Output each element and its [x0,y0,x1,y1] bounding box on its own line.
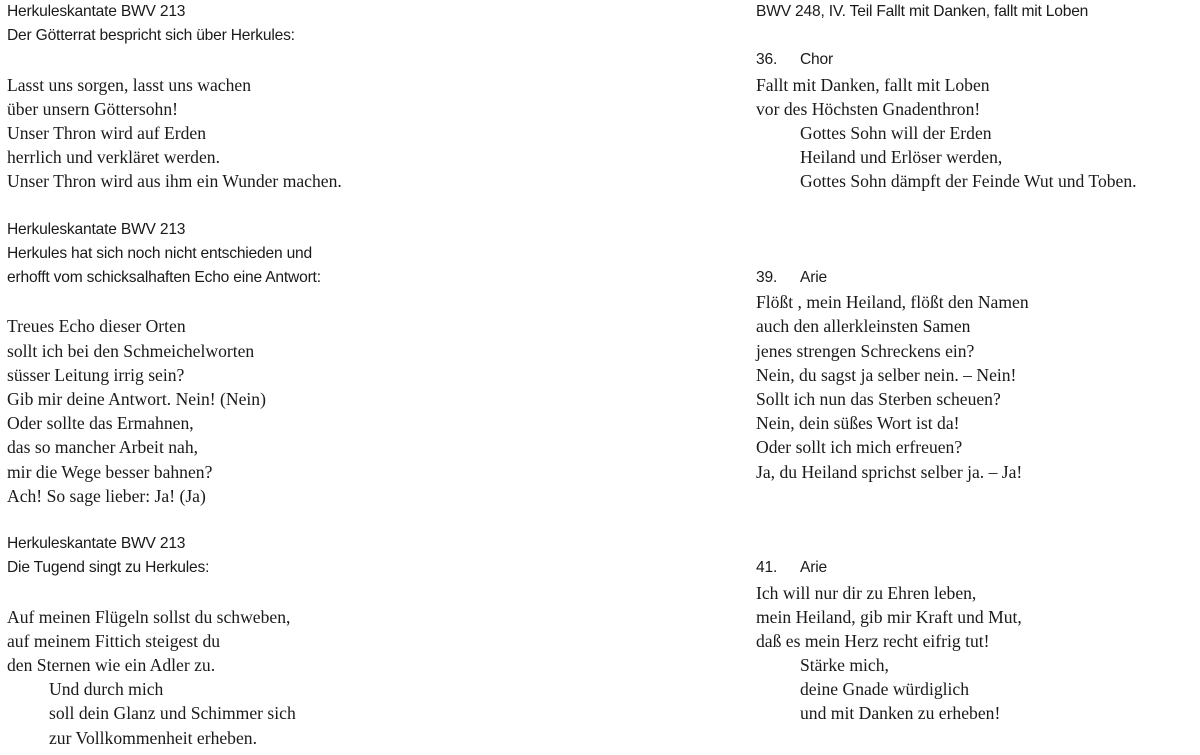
verse-line: Oder sollt ich mich erfreuen? [756,437,963,458]
section-description: Der Götterrat bespricht sich über Herkules: [7,27,295,45]
movement-number: 36. [756,51,778,69]
verse-line: Auf meinen Flügeln sollst du schweben, [7,606,291,627]
section-description: erhofft vom schicksalhaften Echo eine Antwort: [7,269,321,287]
section-description: Herkules hat sich noch nicht entschieden und [7,244,313,262]
verse-line: Lasst uns sorgen, lasst uns wachen [7,74,252,95]
verse-line: sollt ich bei den Schmeichelworten [7,340,255,361]
verse-line-indented: und mit Danken zu erheben! [800,703,1001,724]
verse-line: süsser Leitung irrig sein? [7,364,185,385]
movement-number: 39. [756,269,778,287]
verse-line: Flößt , mein Heiland, flößt den Namen [756,292,1029,313]
verse-line: Fallt mit Danken, fallt mit Loben [756,74,990,95]
verse-line: auch den allerkleinsten Samen [756,316,971,337]
verse-line-indented: Heiland und Erlöser werden, [800,147,1003,168]
verse-line: Gib mir deine Antwort. Nein! (Nein) [7,389,266,409]
verse-line: Unser Thron wird auf Erden [7,122,207,143]
movement-heading [756,556,1196,580]
verse-line: jenes strengen Schreckens ein? [756,340,975,361]
verse-line-indented: Gottes Sohn dämpft der Feinde Wut und Toben. [800,171,1137,192]
verse-line: Unser Thron wird aus ihm ein Wunder machen. [7,171,342,192]
section-title: Herkuleskantate BWV 213 [7,3,186,20]
movement-label: Arie [800,269,827,287]
movement-label: Chor [800,51,833,69]
verse-line: über unsern Göttersohn! [7,98,179,119]
movement-heading [756,266,1196,290]
verse-line: Sollt ich nun das Sterben scheuen? [756,389,1001,410]
verse-line: mir die Wege besser bahnen? [7,461,213,482]
left-column [7,0,567,750]
verse-line: den Sternen wie ein Adler zu. [7,655,216,676]
verse-line-indented: deine Gnade würdiglich [800,679,970,700]
section-description: Die Tugend singt zu Herkules: [7,559,210,577]
verse-line-indented: soll dein Glanz und Schimmer sich [49,703,296,724]
verse-line-indented: Stärke mich, [800,655,889,676]
verse-line-indented: Und durch mich [49,679,164,700]
right-column [756,0,1196,726]
verse-line-indented: Gottes Sohn will der Erden [800,122,992,143]
movement-number: 41. [756,559,778,577]
verse-line: Ach! So sage lieber: Ja! (Ja) [7,485,206,506]
verse-line-indented: zur Vollkommenheit erheben. [49,727,257,748]
verse-line: das so mancher Arbeit nah, [7,437,199,458]
verse-line: auf meinem Fittich steigest du [7,630,221,651]
verse-line: vor des Höchsten Gnadenthron! [756,98,981,119]
work-header: BWV 248, IV. Teil Fallt mit Danken, fallt mit Loben [756,3,1089,20]
verse-line: Treues Echo dieser Orten [7,316,186,337]
movement-heading [756,48,1196,72]
movement-label: Arie [800,559,827,577]
verse-line: mein Heiland, gib mir Kraft und Mut, [756,606,1022,627]
verse-line: Ich will nur dir zu Ehren leben, [756,582,977,603]
verse-line: Ja, du Heiland sprichst selber ja. – Ja! [756,461,1023,482]
verse-line: herrlich und verkläret werden. [7,147,220,168]
verse-line: daß es mein Herz recht eifrig tut! [756,630,990,651]
verse-line: Nein, dein süßes Wort ist da! [756,413,960,434]
verse-line: Oder sollte das Ermahnen, [7,413,194,434]
section-title: Herkuleskantate BWV 213 [7,535,186,553]
verse-line: Nein, du sagst ja selber nein. – Nein! [756,364,1017,385]
section-title: Herkuleskantate BWV 213 [7,220,186,238]
